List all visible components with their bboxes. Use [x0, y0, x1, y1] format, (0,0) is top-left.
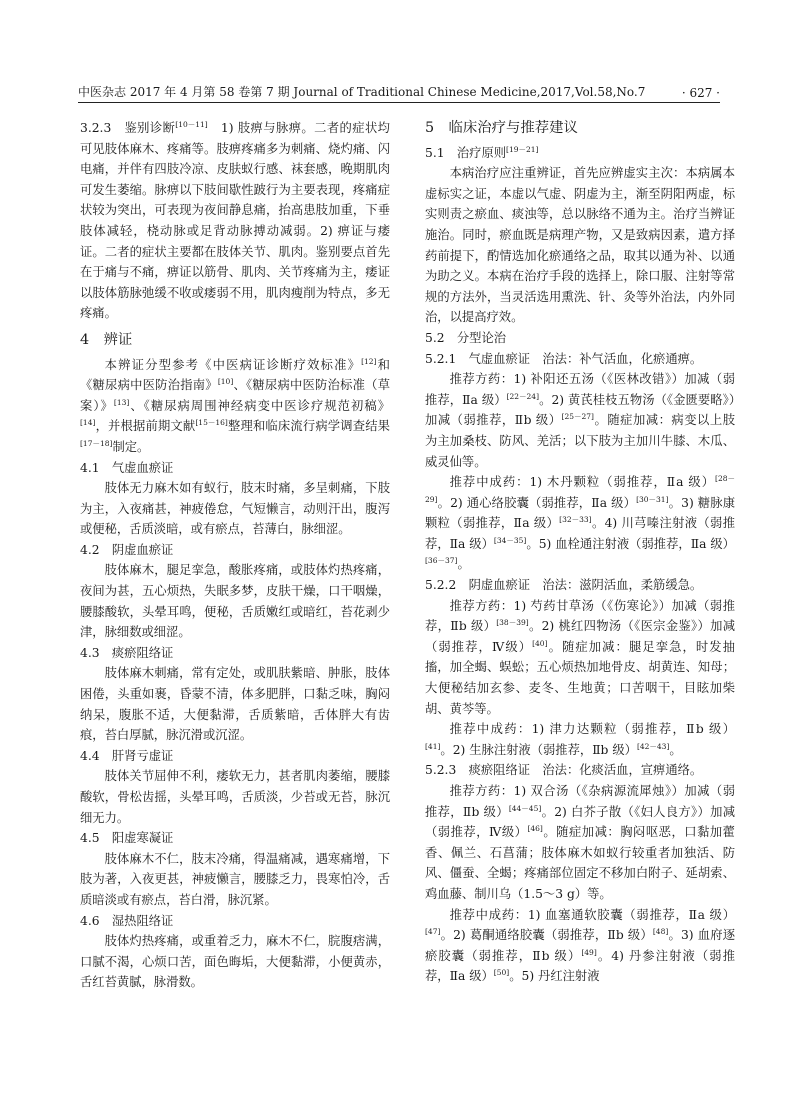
section-4-6-text: 肢体灼热疼痛，或重着乏力，麻木不仁，脘腹痞满，口腻不渴，心烦口苦，面色晦垢，大便黏滞，小便黄赤，舌红苔黄腻，脉滑数。: [80, 934, 390, 990]
section-5-2-1-heading: 5.2.1 气虚血瘀证 治法：补气活血，化瘀通痹。: [425, 351, 703, 366]
citation: [10]: [217, 377, 234, 387]
section-title: 鉴别诊断: [124, 121, 176, 135]
journal-citation: 中医杂志 2017 年 4 月第 58 卷第 7 期 Journal of Traditional Chinese Medicine,2017,Vol.58,No.7: [78, 85, 646, 99]
citation: [48]: [652, 927, 669, 937]
citation: [47]: [425, 927, 441, 937]
section-5-2-1-patent-medicine: 推荐中成药：1) 木丹颗粒（弱推荐，Ⅱa 级）[28－29]。2) 通心络胶囊（弱推荐，Ⅱa 级）[30－31]。3) 糖脉康颗粒（弱推荐，Ⅱa 级）[32－33]。4) 川芎嗪注射液（弱推荐，Ⅱa 级）[34－35]。5) 血栓通注射液（弱推荐，Ⅱa 级）[36－37]。: [425, 474, 735, 572]
citation: [22－24]: [506, 391, 540, 401]
citation: [36－37]: [425, 556, 458, 566]
section-4-2-heading: 4.2 阴虚血瘀证: [80, 542, 174, 557]
section-4-2-text: 肢体麻木，腿足挛急，酸胀疼痛，或肢体灼热疼痛，夜间为甚，五心烦热，失眠多梦，皮肤干燥，口干咽燥，腰膝酸软，头晕耳鸣，便秘，舌质嫩红或暗红，苔花剥少津，脉细数或细涩。: [80, 563, 390, 640]
citation: [13]: [113, 397, 130, 407]
section-5-heading: 5 临床治疗与推荐建议: [425, 120, 578, 136]
section-4-paragraph: 本辨证分型参考《中医病证诊断疗效标准》[12]和《糖尿病中医防治指南》[10]、《糖尿病中医防治标准（草案）》[13]、《糖尿病周围神经病变中医诊疗规范初稿》[14]，并根据前期文献[15－16]整理和临床流行病学调查结果[17－18]制定。: [80, 356, 390, 454]
section-5-2-2-heading: 5.2.2 阴虚血瘀证 治法：滋阴活血，柔筋缓急。: [425, 578, 703, 593]
citation: [32－33]: [559, 515, 592, 525]
section-4-3-text: 肢体麻木刺痛，常有定处，或肌肤紫暗、肿胀，肢体困倦，头重如裹，昏蒙不清，体多肥胖，口黏乏味，胸闷纳呆，腹胀不适，大便黏滞，舌质紫暗，舌体胖大有齿痕，苔白厚腻，脉沉滑或沉涩。: [80, 666, 390, 743]
citation: [38－39]: [496, 618, 529, 628]
paragraph-text: 1) 肢痹与脉痹。二者的症状均可见肢体麻木、疼痛等。肢痹疼痛多为刺痛、烧灼痛、闪电痛，并伴有四肢冷凉、皮肤蚁行感、袜套感，晚期肌肉可发生萎缩。脉痹以下肢间歇性跛行为主要表现，疼痛症状较为突出，可表现为夜间静息痛，抬高患肢加重，下垂肢体减轻，桡动脉或足背动脉搏动减弱。2) 痹证与痿证。二者的症状主要都在肢体关节、肌肉。鉴别要点首先在于痛与不痛，痹证以筋骨、肌肉、关节疼痛为主，痿证以肢体筋脉弛缓不收或痿弱不用，肌肉瘦削为特点，多无疼痛。: [80, 121, 390, 321]
section-5-2-3-heading: 5.2.3 痰瘀阻络证 治法：化痰活血，宣痹通络。: [425, 763, 703, 778]
citation: [15－16]: [195, 418, 228, 428]
section-4-4-heading: 4.4 肝肾亏虚证: [80, 748, 174, 763]
section-4-3-heading: 4.3 痰瘀阻络证: [80, 645, 174, 660]
section-4-heading: 4 辨证: [80, 331, 133, 348]
section-5-1-heading: 5.1 治疗原则[19－21]: [425, 144, 539, 160]
citation: [30－31]: [636, 494, 669, 504]
citation: [25－27]: [561, 412, 594, 422]
section-4-4-text: 肢体关节屈伸不利，痿软无力，甚者肌肉萎缩，腰膝酸软，骨松齿摇，头晕耳鸣，舌质淡，少苔或无苔，脉沉细无力。: [80, 769, 390, 825]
citation: [19－21]: [506, 144, 539, 154]
citation: [44－45]: [508, 803, 542, 813]
section-5-1-text: 本病治疗应注重辨证，首先应辨虚实主次：本病属本虚标实之证，本虚以气虚、阴虚为主，渐至阴阳两虚，标实则责之瘀血、痰浊等，总以脉络不通为主。治疗当辨证施治。同时，瘀血既是病理产物，又是致病因素，遣方择药前提下，酌情选加化瘀通络之品，取其以通为补、以通为助之义。本病在治疗手段的选择上，除口服、注射等常规的方法外，当灵活选用熏洗、针、灸等外治法，内外同治，以提高疗效。: [425, 166, 735, 325]
citation: [50]: [493, 968, 510, 978]
section-5-2-3-patent-medicine: 推荐中成药：1) 血塞通软胶囊（弱推荐，Ⅱa 级）[47]。2) 葛酮通络胶囊（弱推荐，Ⅱb 级）[48]。3) 血府逐瘀胶囊（弱推荐，Ⅱb 级）[49]。4) 丹参注射液（弱推荐，Ⅱa 级）[50]。5) 丹红注射液: [425, 907, 736, 984]
section-5-2-3-formula: 推荐方药：1) 双合汤（《杂病源流犀烛》）加减（弱推荐，Ⅱb 级）[44－45]。2) 白芥子散（《妇人良方》）加减（弱推荐，Ⅳ级）[46]。随症加减：胸闷呕恶，口黏加藿香、佩兰、石菖蒲；肢体麻木如蚁行较重者加独活、防风、僵蚕、全蝎；疼痛部位固定不移加白附子、延胡索、鸡血藤、制川乌（1.5～3 g）等。: [425, 784, 735, 901]
section-5-2-heading: 5.2 分型论治: [425, 330, 507, 345]
citation: [28－29]: [425, 474, 735, 504]
running-header: [78, 78, 720, 100]
section-4-5-text: 肢体麻木不仁，肢末冷痛，得温痛减，遇寒痛增，下肢为著，入夜更甚，神疲懒言，腰膝乏力，畏寒怕冷，舌质暗淡或有瘀点，苔白滑，脉沉紧。: [80, 851, 390, 907]
section-4-6-heading: 4.6 湿热阻络证: [80, 913, 174, 928]
citation: [41]: [425, 741, 441, 751]
citation: [34－35]: [493, 535, 527, 545]
section-5-2-2-patent-medicine: 推荐中成药：1) 津力达颗粒（弱推荐，Ⅱb 级）[41]。2) 生脉注射液（弱推荐，Ⅱb 级）[42－43]。: [425, 722, 735, 757]
page-number: · 627 ·: [681, 86, 720, 100]
header-rule: [78, 102, 720, 103]
section-5-2-1-formula: 推荐方药：1) 补阳还五汤（《医林改错》）加减（弱推荐，Ⅱa 级）[22－24]。2) 黄芪桂枝五物汤（《金匮要略》）加减（弱推荐，Ⅱb 级）[25－27]。随症加减：病变以上肢为主加桑枝、防风、羌活；以下肢为主加川牛膝、木瓜、威灵仙等。: [425, 372, 735, 469]
section-3-2-3: [80, 118, 390, 324]
section-4-5-heading: 4.5 阳虚寒凝证: [80, 831, 174, 846]
citation: [12]: [361, 356, 377, 366]
citation: [42－43]: [636, 741, 670, 751]
section-5-2-2-formula: 推荐方药：1) 芍药甘草汤（《伤寒论》）加减（弱推荐，Ⅱb 级）[38－39]。2) 桃红四物汤（《医宗金鉴》）加减（弱推荐，Ⅳ级）[40]。随症加减：腿足挛急，时发抽搐，加全蝎、蜈蚣；五心烦热加地骨皮、胡黄连、知母；大便秘结加玄参、麦冬、生地黄；口苦咽干，目眩加柴胡、黄芩等。: [425, 598, 735, 716]
citation: [17－18]: [80, 438, 113, 448]
citation: [14]: [80, 418, 96, 428]
left-column: [80, 118, 390, 993]
citation: [10－11]: [175, 119, 208, 129]
citation: [46]: [527, 824, 543, 834]
section-number: 3.2.3: [80, 121, 112, 135]
citation: [49]: [581, 947, 597, 957]
section-4-1-heading: 4.1 气虚血瘀证: [80, 460, 174, 475]
section-4-1-text: 肢体无力麻木如有蚁行，肢末时痛，多呈刺痛，下肢为主，入夜痛甚，神疲倦怠，气短懒言，动则汗出，腹泻或便秘，舌质淡暗，或有瘀点，苔薄白，脉细涩。: [80, 481, 390, 537]
right-column: [425, 118, 735, 987]
citation: [40]: [532, 638, 548, 648]
